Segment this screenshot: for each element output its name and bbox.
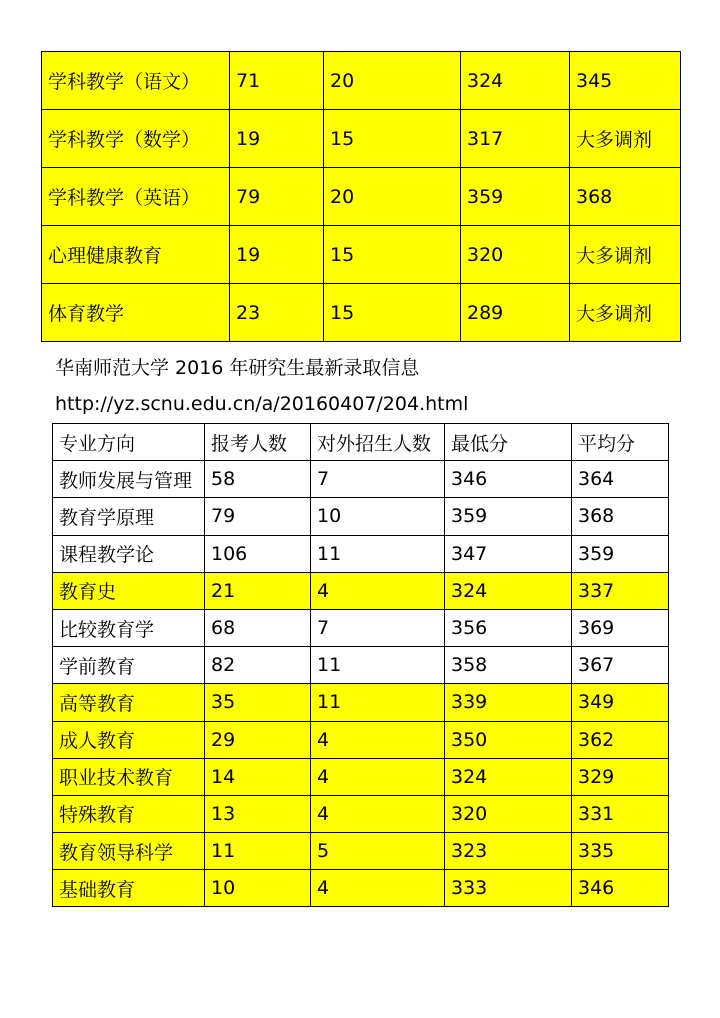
quota-cell: 7 [311, 609, 445, 646]
table-row [42, 226, 681, 284]
quota-cell: 4 [311, 870, 445, 907]
table-row [53, 535, 669, 572]
major-cell: 教师发展与管理 [53, 461, 205, 498]
table-row [53, 647, 669, 684]
avg-score-cell: 337 [572, 572, 669, 609]
table-row [53, 795, 669, 832]
quota-cell: 10 [311, 498, 445, 535]
avg-score-cell: 349 [572, 684, 669, 721]
applicants-cell: 79 [230, 168, 324, 226]
table-row [53, 758, 669, 795]
major-cell: 教育史 [53, 572, 205, 609]
min-score-cell: 320 [445, 795, 572, 832]
major-cell: 教育领导科学 [53, 833, 205, 870]
table-row [42, 52, 681, 110]
applicants-cell: 10 [205, 870, 311, 907]
min-score-cell: 347 [445, 535, 572, 572]
applicants-cell: 23 [230, 284, 324, 342]
quota-cell: 20 [324, 52, 461, 110]
min-score-cell: 358 [445, 647, 572, 684]
applicants-cell: 11 [205, 833, 311, 870]
quota-cell: 11 [311, 684, 445, 721]
applicants-cell: 19 [230, 110, 324, 168]
table-row [53, 461, 669, 498]
major-cell: 成人教育 [53, 721, 205, 758]
applicants-cell: 71 [230, 52, 324, 110]
avg-score-cell: 329 [572, 758, 669, 795]
quota-cell: 11 [311, 647, 445, 684]
quota-cell: 15 [324, 284, 461, 342]
source-url: http://yz.scnu.edu.cn/a/20160407/204.html [55, 393, 469, 415]
min-score-cell: 359 [445, 498, 572, 535]
major-cell: 学前教育 [53, 647, 205, 684]
major-cell: 体育教学 [42, 284, 230, 342]
min-score-cell: 346 [445, 461, 572, 498]
avg-score-cell: 367 [572, 647, 669, 684]
quota-cell: 15 [324, 226, 461, 284]
table-header-row [53, 424, 669, 461]
applicants-cell: 21 [205, 572, 311, 609]
table-row [53, 721, 669, 758]
applicants-cell: 13 [205, 795, 311, 832]
min-score-cell: 356 [445, 609, 572, 646]
avg-score-cell: 346 [572, 870, 669, 907]
header-major: 专业方向 [53, 424, 205, 461]
avg-score-cell: 345 [570, 52, 681, 110]
avg-score-cell: 368 [570, 168, 681, 226]
major-cell: 学科教学（英语） [42, 168, 230, 226]
min-score-cell: 289 [461, 284, 570, 342]
applicants-cell: 68 [205, 609, 311, 646]
applicants-cell: 29 [205, 721, 311, 758]
min-score-cell: 339 [445, 684, 572, 721]
header-quota: 对外招生人数 [311, 424, 445, 461]
header-min-score: 最低分 [445, 424, 572, 461]
header-avg-score: 平均分 [572, 424, 669, 461]
major-cell: 学科教学（数学） [42, 110, 230, 168]
quota-cell: 15 [324, 110, 461, 168]
applicants-cell: 19 [230, 226, 324, 284]
applicants-cell: 106 [205, 535, 311, 572]
min-score-cell: 350 [445, 721, 572, 758]
major-cell: 教育学原理 [53, 498, 205, 535]
table-row [42, 168, 681, 226]
min-score-cell: 333 [445, 870, 572, 907]
applicants-cell: 58 [205, 461, 311, 498]
avg-score-cell: 大多调剂 [570, 284, 681, 342]
avg-score-cell: 362 [572, 721, 669, 758]
table-row [42, 284, 681, 342]
avg-score-cell: 335 [572, 833, 669, 870]
min-score-cell: 324 [461, 52, 570, 110]
avg-score-cell: 364 [572, 461, 669, 498]
avg-score-cell: 368 [572, 498, 669, 535]
major-cell: 高等教育 [53, 684, 205, 721]
quota-cell: 11 [311, 535, 445, 572]
table-row [53, 572, 669, 609]
top-score-table [41, 51, 681, 342]
quota-cell: 20 [324, 168, 461, 226]
major-cell: 心理健康教育 [42, 226, 230, 284]
min-score-cell: 359 [461, 168, 570, 226]
table-row [53, 833, 669, 870]
applicants-cell: 14 [205, 758, 311, 795]
major-cell: 比较教育学 [53, 609, 205, 646]
quota-cell: 4 [311, 795, 445, 832]
major-cell: 课程教学论 [53, 535, 205, 572]
admission-table [52, 423, 669, 907]
avg-score-cell: 大多调剂 [570, 110, 681, 168]
major-cell: 基础教育 [53, 870, 205, 907]
min-score-cell: 324 [445, 758, 572, 795]
min-score-cell: 320 [461, 226, 570, 284]
quota-cell: 4 [311, 758, 445, 795]
table-row [42, 110, 681, 168]
avg-score-cell: 331 [572, 795, 669, 832]
avg-score-cell: 大多调剂 [570, 226, 681, 284]
table-row [53, 870, 669, 907]
min-score-cell: 323 [445, 833, 572, 870]
avg-score-cell: 359 [572, 535, 669, 572]
min-score-cell: 317 [461, 110, 570, 168]
major-cell: 特殊教育 [53, 795, 205, 832]
table-row [53, 609, 669, 646]
applicants-cell: 35 [205, 684, 311, 721]
table-row [53, 684, 669, 721]
quota-cell: 7 [311, 461, 445, 498]
applicants-cell: 82 [205, 647, 311, 684]
table-row [53, 498, 669, 535]
quota-cell: 4 [311, 721, 445, 758]
header-applicants: 报考人数 [205, 424, 311, 461]
quota-cell: 4 [311, 572, 445, 609]
major-cell: 学科教学（语文） [42, 52, 230, 110]
applicants-cell: 79 [205, 498, 311, 535]
quota-cell: 5 [311, 833, 445, 870]
caption-title: 华南师范大学 2016 年研究生最新录取信息 [55, 357, 420, 379]
major-cell: 职业技术教育 [53, 758, 205, 795]
min-score-cell: 324 [445, 572, 572, 609]
avg-score-cell: 369 [572, 609, 669, 646]
